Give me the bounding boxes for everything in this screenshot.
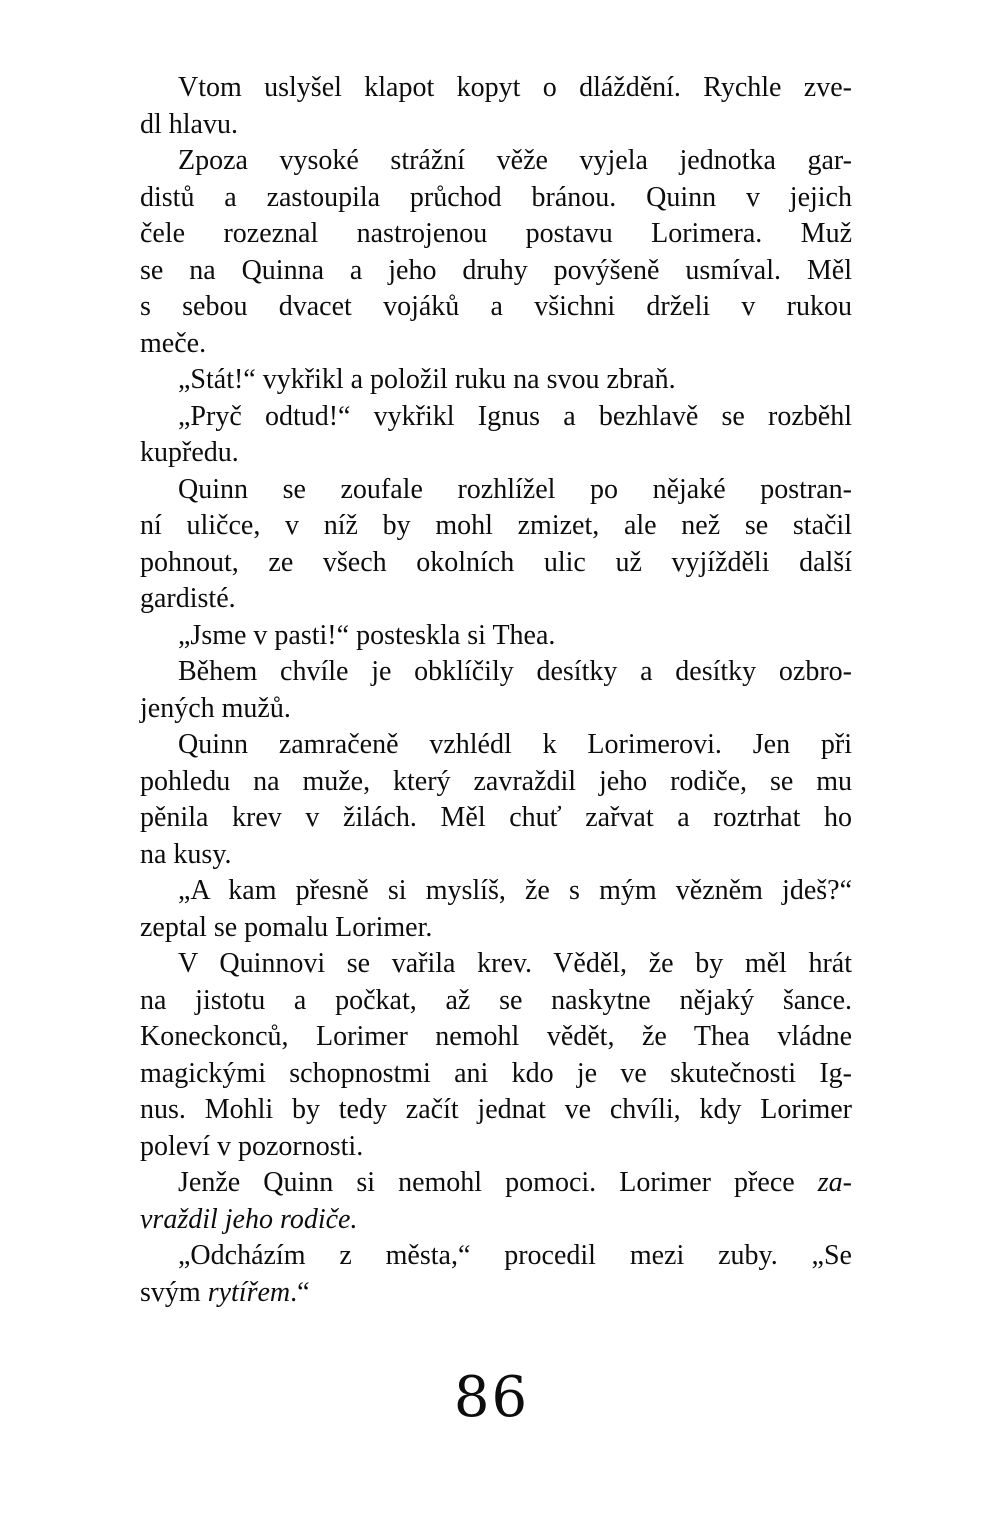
text-line [140, 143, 852, 180]
text-line [140, 1202, 852, 1239]
text-segment: na kusy. [140, 838, 232, 870]
text-segment: ní uličce, v níž by mohl zmizet, ale než se stačil [140, 510, 852, 541]
text-line [140, 362, 852, 399]
text-segment: se na Quinna a jeho druhy povýšeně usmíval. Měl [140, 254, 852, 286]
text-segment: s sebou dvacet vojáků a všichni drželi v rukou [140, 291, 852, 322]
text-segment: jených mužů. [140, 692, 291, 724]
text-line [140, 581, 852, 618]
text-line [140, 764, 852, 801]
text-segment: Jenže Quinn si nemohl pomoci. Lorimer přece [178, 1167, 818, 1198]
text-line [140, 837, 852, 874]
text-segment: meče. [140, 327, 207, 359]
text-line [140, 946, 852, 983]
text-line [140, 1129, 852, 1166]
italic-text-segment: rytířem [207, 1276, 291, 1308]
text-segment: Během chvíle je obklíčily desítky a desítky ozbro- [178, 656, 852, 687]
text-segment: .“ [290, 1276, 310, 1308]
text-line [140, 435, 852, 472]
text-line [140, 508, 852, 545]
text-segment: „Jsme v pasti!“ posteskla si Thea. [178, 619, 556, 651]
text-line [140, 983, 852, 1020]
text-line [140, 910, 852, 947]
text-line [140, 545, 852, 582]
text-segment: pohledu na muže, který zavraždil jeho rodiče, se mu [140, 765, 852, 797]
text-segment: „A kam přesně si myslíš, že s mým vězněm jdeš?“ [178, 875, 852, 906]
text-segment: kupředu. [140, 437, 239, 468]
text-segment: Zpoza vysoké strážní věže vyjela jednotka gar- [178, 145, 852, 176]
text-segment: „Pryč odtud!“ vykřikl Ignus a bezhlavě se rozběhl [178, 400, 852, 432]
text-segment: „Odcházím z města,“ procedil mezi zuby. „Se [178, 1240, 852, 1271]
text-line [140, 399, 852, 436]
text-segment: poleví v pozornosti. [140, 1130, 364, 1162]
text-line [140, 107, 852, 144]
text-segment: zeptal se pomalu Lorimer. [140, 911, 433, 943]
text-line [140, 326, 852, 363]
text-line [140, 654, 852, 691]
text-line [140, 472, 852, 509]
text-segment: na jistotu a počkat, až se naskytne nějaký šance. [140, 984, 852, 1016]
text-line [140, 1275, 852, 1312]
text-line [140, 70, 852, 107]
text-segment: Koneckonců, Lorimer nemohl vědět, že Thea vládne [140, 1021, 852, 1052]
text-line [140, 873, 852, 910]
text-line [140, 1092, 852, 1129]
text-line [140, 1019, 852, 1056]
text-line [140, 618, 852, 655]
text-segment: Quinn se zoufale rozhlížel po nějaké postran- [178, 473, 852, 505]
text-segment: „Stát!“ vykřikl a položil ruku na svou zbraň. [178, 364, 676, 395]
text-line [140, 1238, 852, 1275]
text-segment: dl hlavu. [140, 108, 238, 140]
text-segment: Vtom uslyšel klapot kopyt o dláždění. Rychle zve- [178, 72, 852, 103]
text-segment: nus. Mohli by tedy začít jednat ve chvíli, kdy Lorimer [140, 1094, 852, 1125]
italic-text-segment: vraždil jeho rodiče. [140, 1203, 358, 1235]
text-line [140, 180, 852, 217]
italic-text-segment: za- [817, 1167, 852, 1198]
text-segment: pohnout, ze všech okolních ulic už vyjížděli další [140, 546, 852, 578]
text-segment: svým [140, 1276, 208, 1308]
text-segment: distů a zastoupila průchod bránou. Quinn v jejich [140, 181, 852, 213]
text-segment: čele rozeznal nastrojenou postavu Lorimera. Muž [140, 218, 852, 249]
text-segment: V Quinnovi se vařila krev. Věděl, že by měl hrát [178, 948, 852, 979]
text-segment: gardisté. [140, 583, 236, 614]
text-segment: pěnila krev v žilách. Měl chuť zařvat a roztrhat ho [140, 802, 852, 833]
text-line [140, 1056, 852, 1093]
text-line [140, 800, 852, 837]
page-number: 86 [453, 1365, 530, 1430]
text-segment: magickými schopnostmi ani kdo je ve skutečnosti Ig- [140, 1057, 852, 1089]
text-line [140, 216, 852, 253]
text-line [140, 727, 852, 764]
page-text [140, 70, 852, 1311]
text-line [140, 691, 852, 728]
text-segment: Quinn zamračeně vzhlédl k Lorimerovi. Jen při [178, 729, 852, 760]
text-line [140, 289, 852, 326]
text-line [140, 253, 852, 290]
text-line [140, 1165, 852, 1202]
